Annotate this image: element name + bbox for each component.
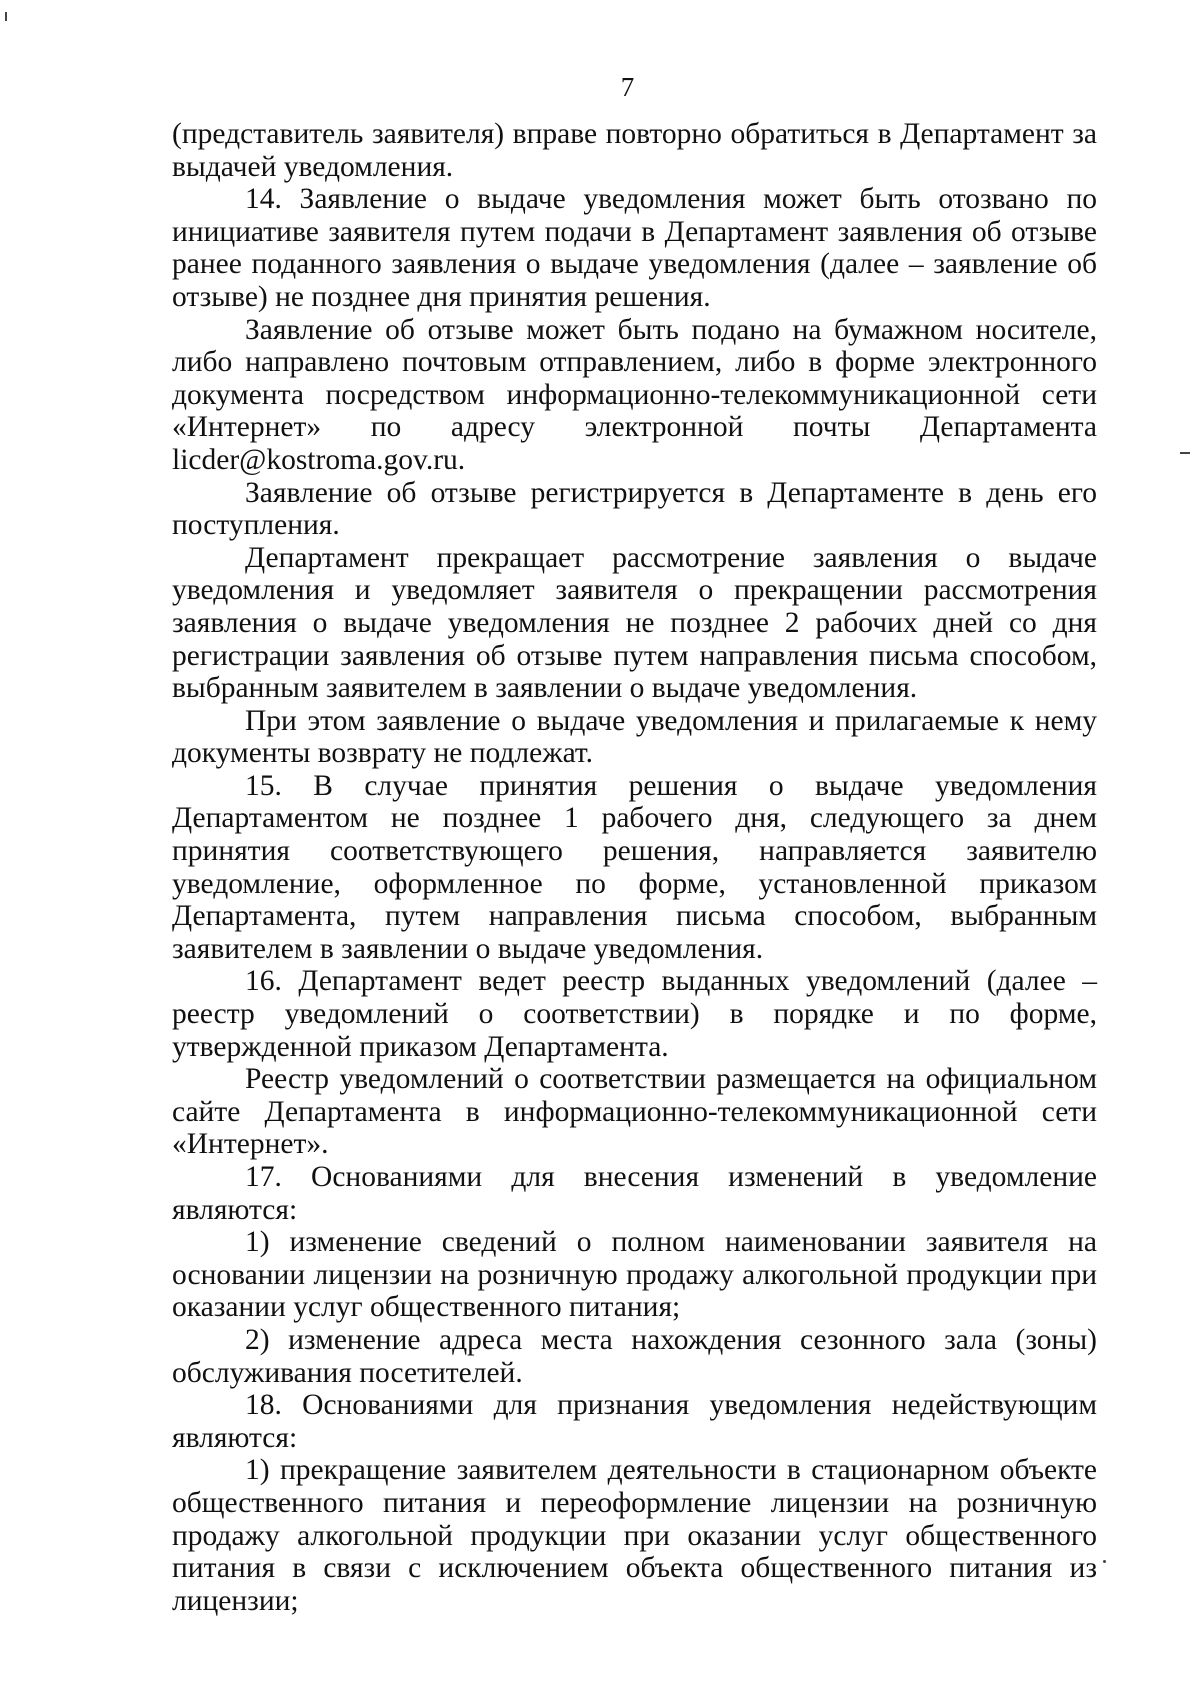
scan-artifact-dot [1103,1560,1106,1563]
list-item-17-2: 2) изменение адреса места нахождения сезонного зала (зоны) обслуживания посетителей. [172,1323,1097,1389]
paragraph-14-withdrawal: 14. Заявление о выдаче уведомления может быть отозвано по инициативе заявителя путем подачи в Департамент заявления об отзыве ранее поданного заявления о выдаче уведомления (далее – заявление об отзыве) не позднее дня принятия решения. [172,183,1097,313]
paragraph-withdrawal-submission: Заявление об отзыве может быть подано на бумажном носителе, либо направлено почтовым отправлением, либо в форме электронного документа посредством информационно-телекоммуникационной сети «Интернет» по адресу электронной почты Департамента licder@kostroma.gov.ru. [172,313,1097,476]
paragraph-documents-not-returned: При этом заявление о выдаче уведомления и прилагаемые к нему документы возврату не подлежат. [172,704,1097,770]
page-number: 7 [620,72,635,102]
paragraph-18-invalidation-grounds: 18. Основаниями для признания уведомления недействующим являются: [172,1389,1097,1454]
list-item-18-1: 1) прекращение заявителем деятельности в стационарном объекте общественного питания и переоформление лицензии на розничную продажу алкогольной продукции при оказании услуг общественного питания в связи с исключением объекта общественного питания из лицензии; [172,1454,1097,1617]
paragraph-representative-reapply: (представитель заявителя) вправе повторно обратиться в Департамент за выдачей уведомления. [172,118,1097,183]
paragraph-withdrawal-registration: Заявление об отзыве регистрируется в Департаменте в день его поступления. [172,476,1097,542]
list-item-17-1: 1) изменение сведений о полном наименовании заявителя на основании лицензии на розничную продажу алкогольной продукции при оказании услуг общественного питания; [172,1226,1097,1324]
paragraph-termination-of-review: Департамент прекращает рассмотрение заявления о выдаче уведомления и уведомляет заявителя о прекращении рассмотрения заявления о выдаче уведомления не позднее 2 рабочих дней со дня регистрации заявления об отзыве путем направления письма способом, выбранным заявителем в заявлении о выдаче уведомления. [172,541,1097,705]
scan-artifact-mark [5,12,7,21]
paragraph-15-issuance: 15. В случае принятия решения о выдаче уведомления Департаментом не позднее 1 рабочего дня, следующего за днем принятия соответствующего решения, направляется заявителю уведомление, оформленное по форме, установленной приказом Департамента, путем направления письма способом, выбранным заявителем в заявлении о выдаче уведомления. [172,769,1097,965]
paragraph-registry-publication: Реестр уведомлений о соответствии размещается на официальном сайте Департамента в информационно-телекоммуникационной сети «Интернет». [172,1063,1097,1161]
document-body [172,118,1097,1617]
scan-artifact-mark [1180,452,1190,454]
paragraph-17-amendment-grounds: 17. Основаниями для внесения изменений в уведомление являются: [172,1161,1097,1226]
paragraph-16-registry: 16. Департамент ведет реестр выданных уведомлений (далее – реестр уведомлений о соответствии) в порядке и по форме, утвержденной приказом Департамента. [172,965,1097,1063]
